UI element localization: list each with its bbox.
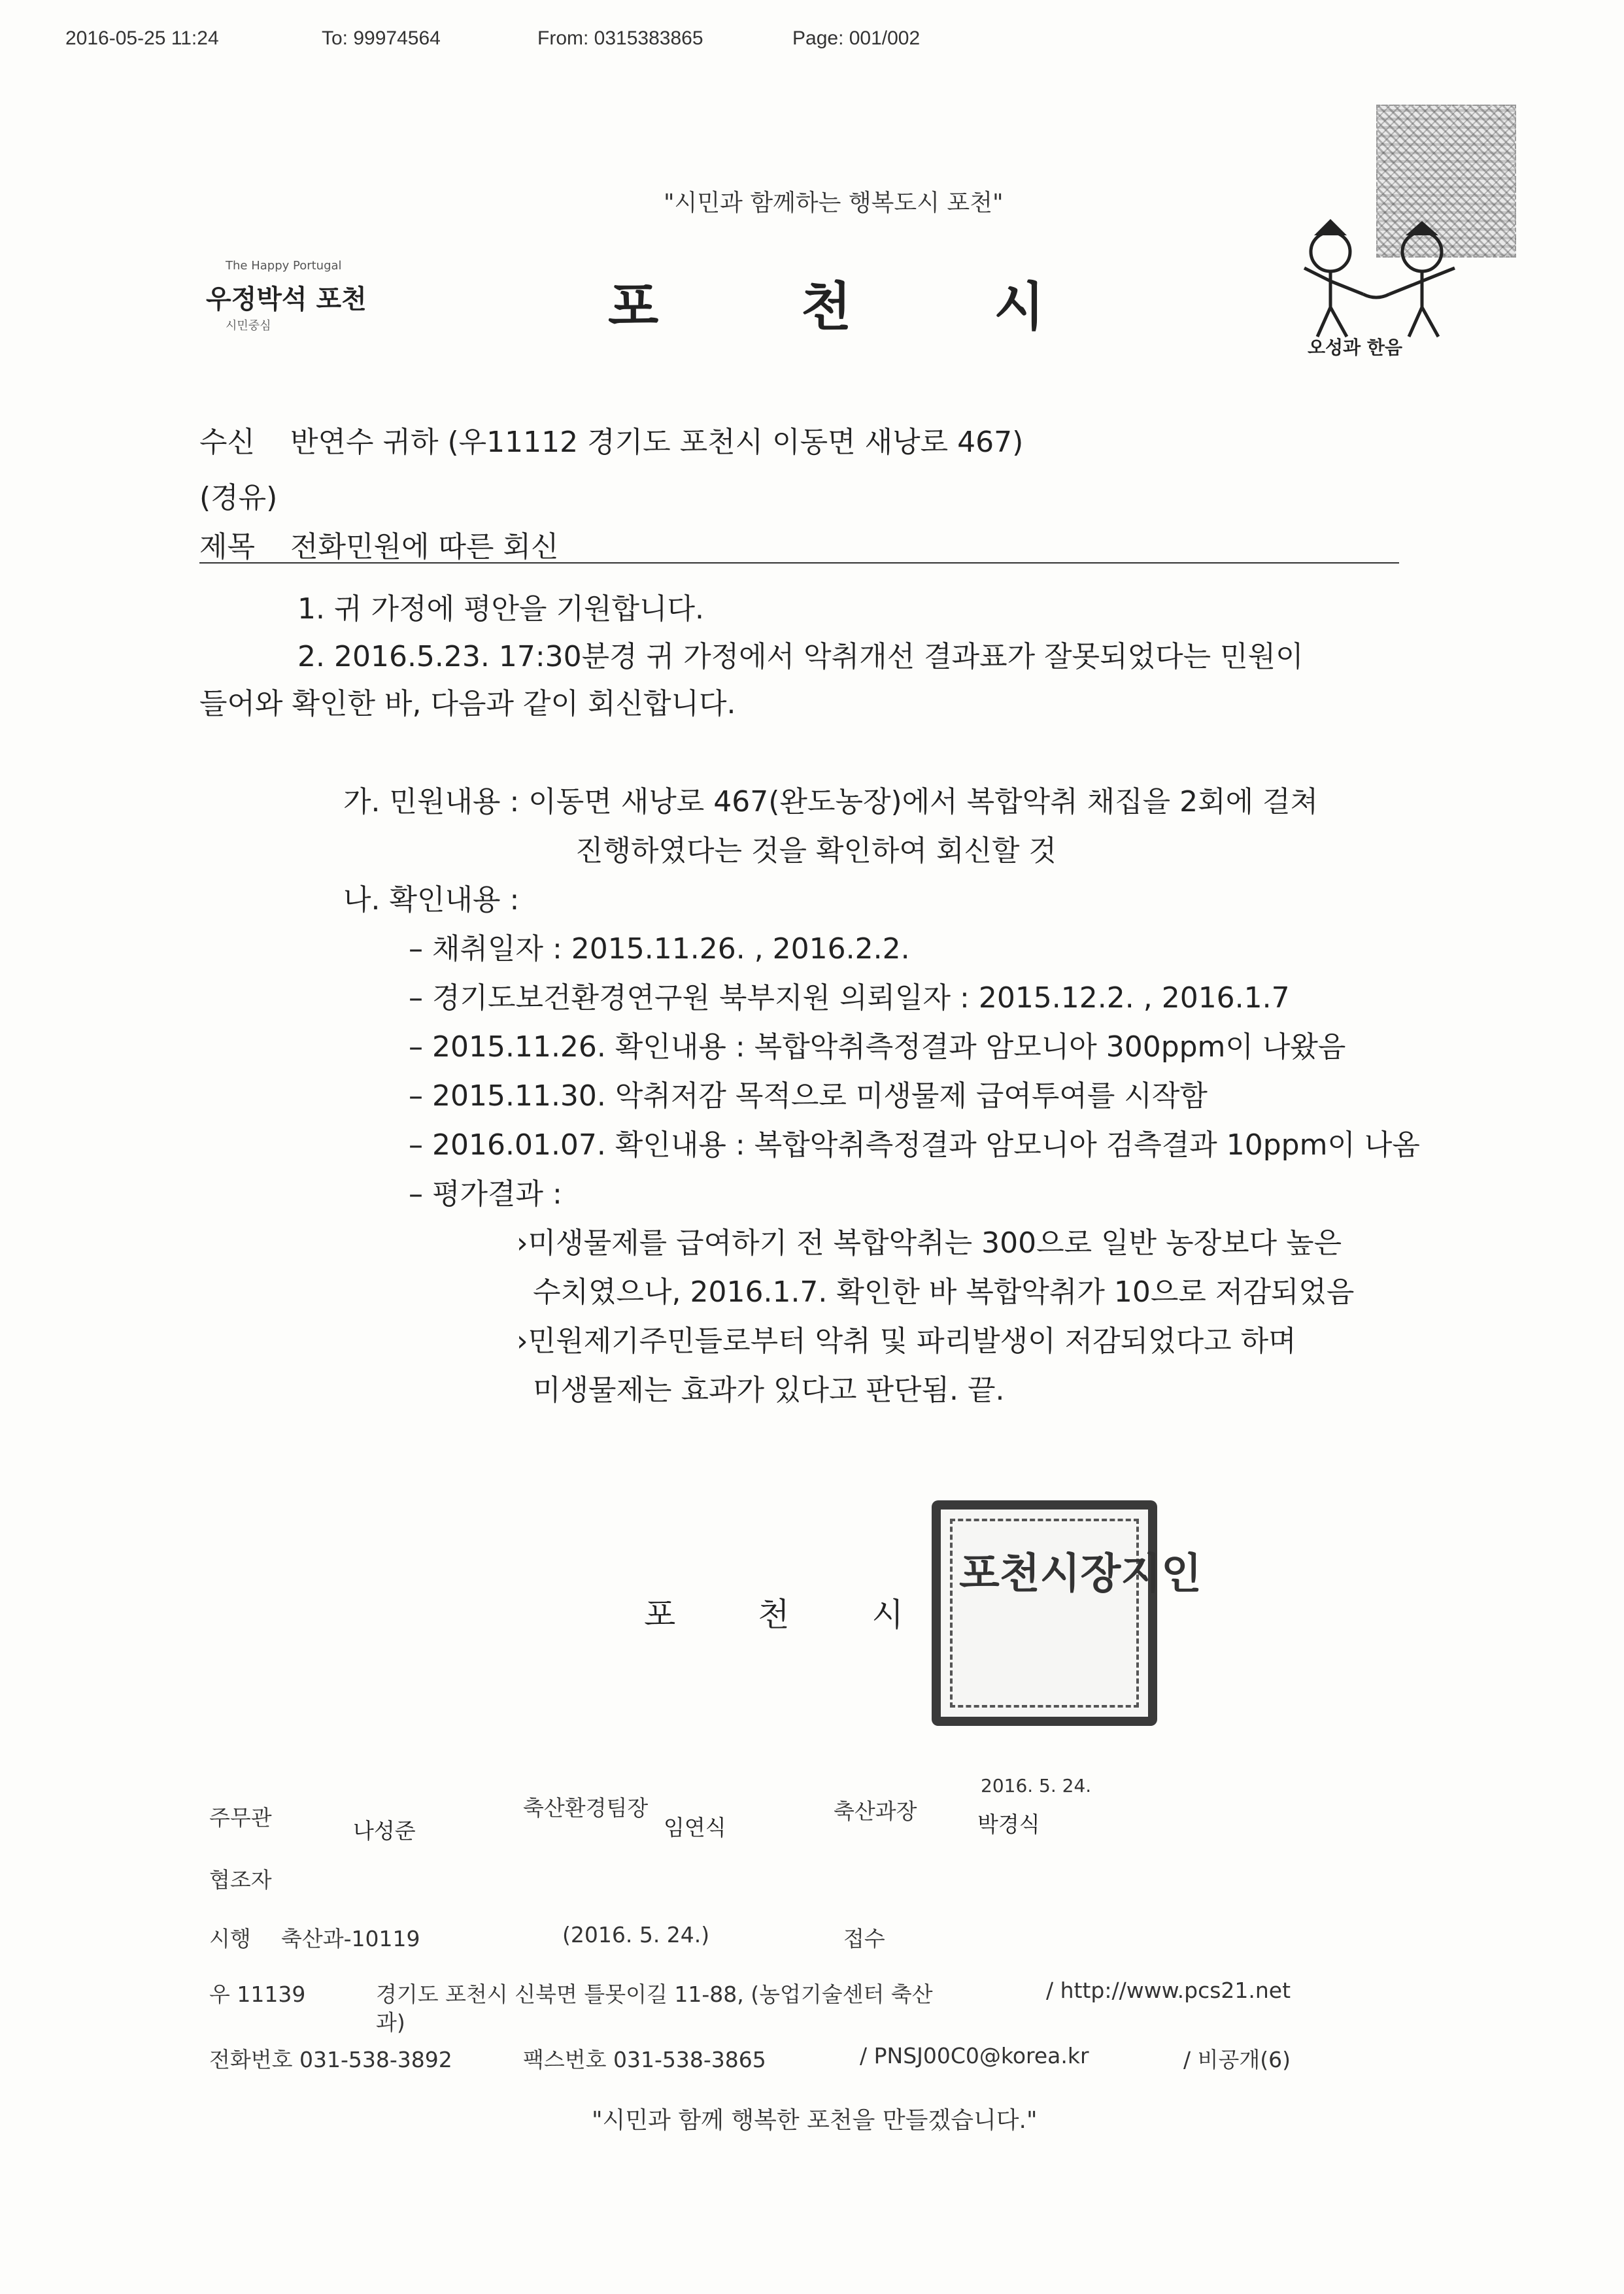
evaluation-line: 수치였으나, 2016.1.7. 확인한 바 복합악취가 10으로 저감되었음 [533, 1275, 1355, 1309]
fax-number: 팩스번호 031-538-3865 [523, 2047, 766, 2072]
address-line-1: 경기도 포천시 신북면 틀못이길 11-88, (농업기술센터 축산 [376, 1982, 933, 2007]
recipient-value: 반연수 귀하 (우11112 경기도 포천시 이동면 새낭로 467) [290, 426, 1024, 459]
receipt-label: 접수 [843, 1926, 885, 1951]
official-seal [932, 1500, 1202, 1726]
logo-small-top: The Happy Portugal [226, 259, 342, 273]
issuer-name [644, 1589, 904, 1636]
paragraph-2-line-1: 2. 2016.5.23. 17:30분경 귀 가정에서 악취개선 결과표가 잘못되었다는 민원이 [297, 640, 1304, 673]
email-address[interactable]: / PNSJ00C0@korea.kr [860, 2043, 1089, 2068]
chief-date: 2016. 5. 24. [981, 1775, 1092, 1796]
item-na-bullet: – 2015.11.30. 악취저감 목적으로 미생물제 급여투여를 시작함 [409, 1079, 1208, 1113]
evaluation-line: ›민원제기주민들로부터 악취 및 파리발생이 저감되었다고 하며 [516, 1324, 1296, 1358]
title-char: 시 [994, 277, 1051, 337]
drafter-name: 나성준 [353, 1818, 416, 1844]
subject-underline [199, 562, 1399, 564]
mascot-illustration [1291, 216, 1468, 346]
item-na-bullet: – 채취일자 : 2015.11.26. , 2016.2.2. [409, 932, 910, 966]
issuer-char: 시 [871, 1596, 904, 1634]
item-na-bullet: – 2016.01.07. 확인내용 : 복합악취측정결과 암모니아 검측결과 10ppm이 나옴 [409, 1128, 1420, 1162]
seal-glyph: 시장 [1040, 1550, 1121, 1599]
postal-code: 우 11139 [209, 1982, 306, 2007]
address-line-2: 과) [376, 2010, 405, 2035]
subject-row [199, 523, 559, 565]
subject-value: 전화민원에 따른 회신 [290, 530, 559, 564]
top-slogan: "시민과 함께하는 행복도시 포천" [664, 190, 1004, 216]
item-na-heading: 나. 확인내용 : [343, 883, 520, 917]
disclosure-status: / 비공개(6) [1183, 2047, 1291, 2072]
phone-number: 전화번호 031-538-3892 [209, 2047, 452, 2072]
exec-date: (2016. 5. 24.) [562, 1922, 710, 1948]
page-title [608, 265, 1051, 340]
team-leader-name: 임연식 [664, 1815, 726, 1840]
item-na-bullet: – 경기도보건환경연구원 북부지원 의뢰일자 : 2015.12.2. , 2016.1.7 [409, 981, 1290, 1015]
team-leader-label: 축산환경팀장 [523, 1795, 649, 1821]
mascot-caption: 오성과 한음 [1308, 337, 1402, 358]
title-char: 포 [608, 277, 666, 337]
recipient-row [199, 418, 1023, 460]
logo-main-text: 우정박석 포천 [206, 284, 367, 314]
seal-glyph: 지인 [1121, 1550, 1202, 1599]
title-char: 천 [801, 277, 858, 337]
paragraph-2-line-2: 들어와 확인한 바, 다음과 같이 회신합니다. [199, 687, 736, 720]
chief-name: 박경식 [977, 1812, 1040, 1837]
city-logo [199, 259, 367, 350]
via-row: (경유) [199, 481, 278, 514]
website-link[interactable]: / http://www.pcs21.net [1046, 1978, 1291, 2003]
seal-glyph: 포천 [959, 1550, 1040, 1599]
fax-from: From: 0315383865 [537, 27, 703, 49]
evaluation-line: ›미생물제를 급여하기 전 복합악취는 300으로 일반 농장보다 높은 [516, 1226, 1342, 1260]
subject-label: 제목 [199, 530, 256, 564]
item-ga-line-1: 가. 민원내용 : 이동면 새낭로 467(완도농장)에서 복합악취 채집을 2회에 걸쳐 [343, 785, 1319, 818]
fax-datetime: 2016-05-25 11:24 [65, 27, 219, 49]
exec-label: 시행 [209, 1926, 251, 1951]
cooperator-label: 협조자 [209, 1867, 272, 1893]
item-na-bullet: – 평가결과 : [409, 1177, 562, 1211]
issuer-char: 천 [758, 1596, 790, 1634]
recipient-label: 수신 [199, 426, 256, 459]
issuer-char: 포 [644, 1596, 676, 1634]
drafter-label: 주무관 [209, 1805, 272, 1830]
logo-small-bottom: 시민중심 [226, 319, 271, 333]
chief-label: 축산과장 [834, 1798, 917, 1824]
item-na-bullet: – 2015.11.26. 확인내용 : 복합악취측정결과 암모니아 300ppm이 나왔음 [409, 1030, 1346, 1064]
item-ga-line-2: 진행하였다는 것을 확인하여 회신할 것 [575, 834, 1057, 868]
fax-page: Page: 001/002 [792, 27, 921, 49]
evaluation-line: 미생물제는 효과가 있다고 판단됨. 끝. [533, 1374, 1005, 1407]
exec-number: 축산과-10119 [281, 1926, 420, 1951]
paragraph-1: 1. 귀 가정에 평안을 기원합니다. [297, 592, 704, 626]
fax-to: To: 99974564 [322, 27, 441, 49]
bottom-slogan: "시민과 함께 행복한 포천을 만들겠습니다." [592, 2107, 1038, 2134]
